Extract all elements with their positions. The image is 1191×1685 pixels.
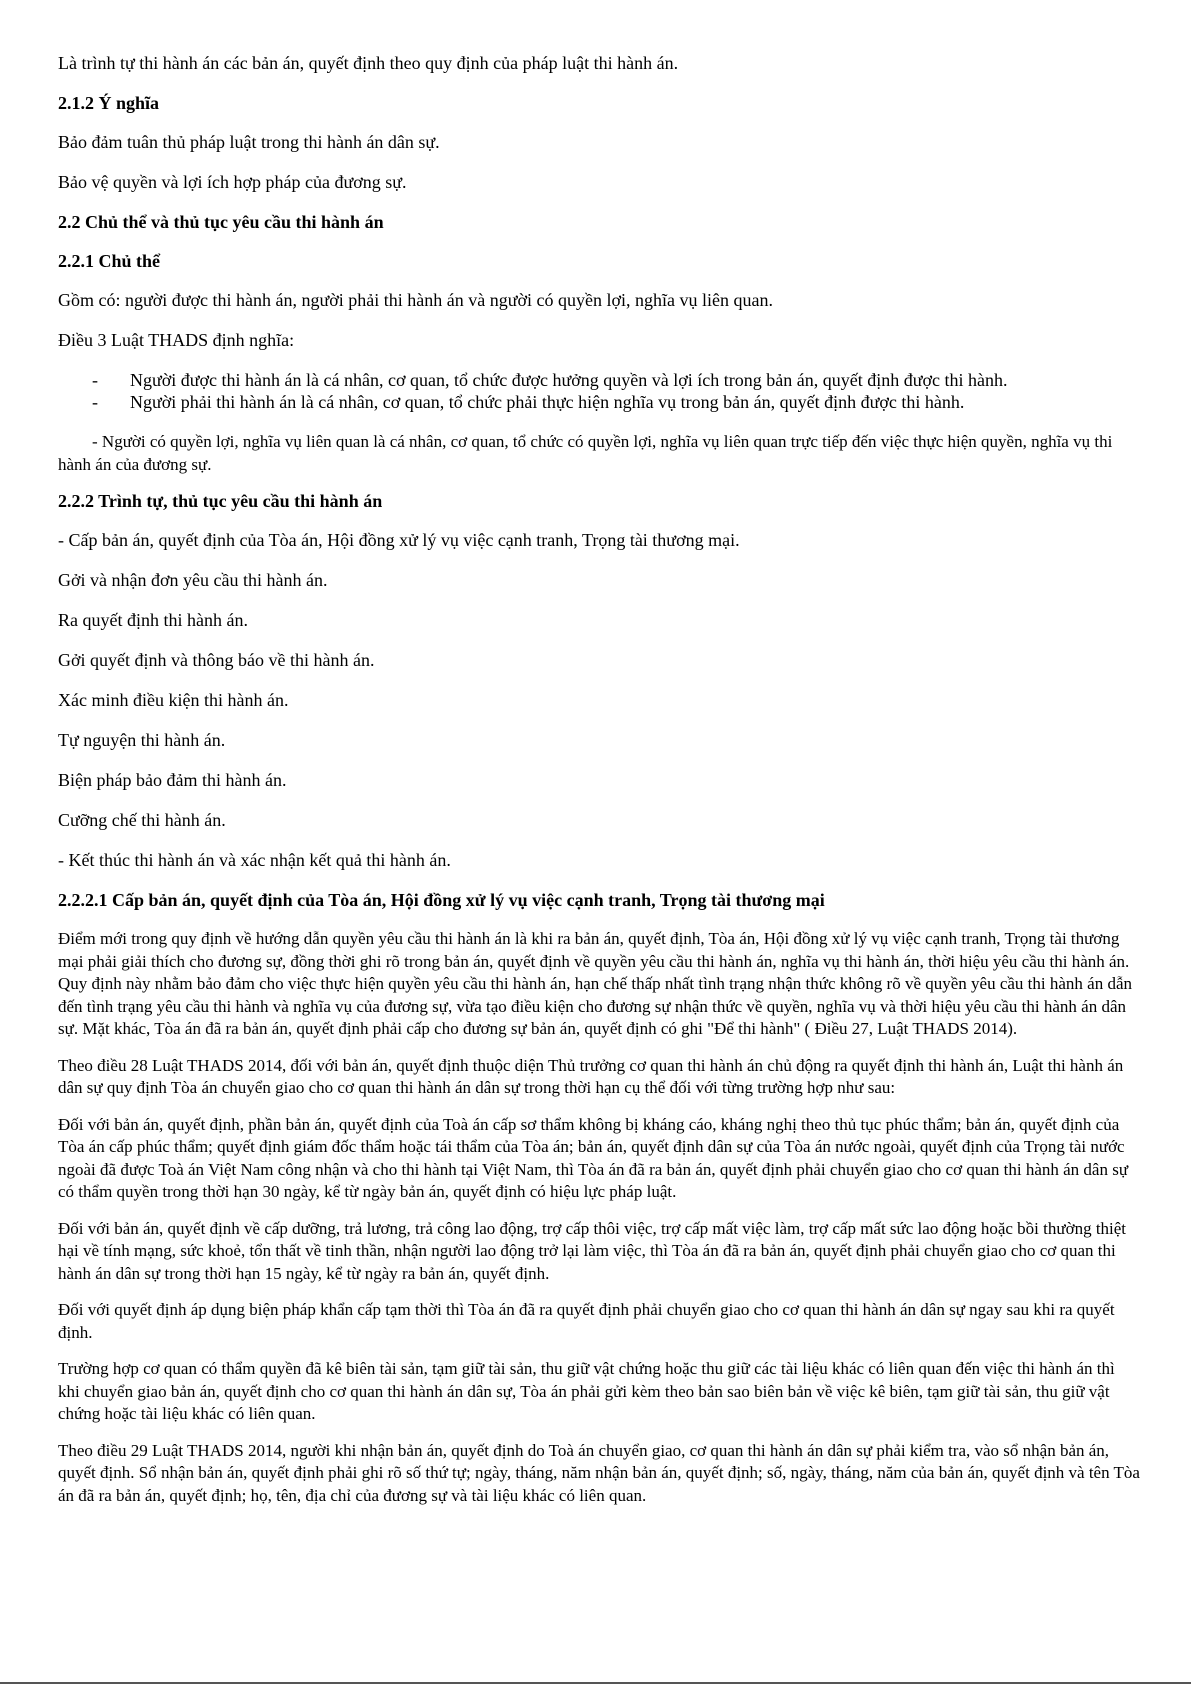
page-bottom-divider <box>0 1682 1191 1684</box>
meaning-paragraph-2: Bảo vệ quyền và lợi ích hợp pháp của đương sự. <box>58 172 407 192</box>
procedure-step: Gởi và nhận đơn yêu cầu thi hành án. <box>58 570 328 590</box>
heading-2-1-2: 2.1.2 Ý nghĩa <box>58 93 160 113</box>
heading-2-2: 2.2 Chủ thể và thủ tục yêu cầu thi hành án <box>58 212 384 232</box>
procedure-step: - Cấp bản án, quyết định của Tòa án, Hội đồng xử lý vụ việc cạnh tranh, Trọng tài thương mại. <box>58 530 740 550</box>
list-dash: - <box>92 392 98 412</box>
definition-list <box>58 369 1140 413</box>
procedure-step: Biện pháp bảo đảm thi hành án. <box>58 770 287 790</box>
procedure-step: Tự nguyện thi hành án. <box>58 730 226 750</box>
body-paragraph: Theo điều 29 Luật THADS 2014, người khi nhận bản án, quyết định do Toà án chuyển giao, cơ quan thi hành án dân sự phải kiểm tra, vào sổ nhận bản án, quyết định. Sổ nhận bản án, quyết định phải ghi rõ số thứ tự; ngày, tháng, năm nhận bản án, quyết định; số, ngày, tháng, năm của bản án, quyết định và tên Tòa án đã ra bản án, quyết định; họ, tên, địa chỉ của đương sự và tài liệu khác có liên quan. <box>58 1440 1140 1505</box>
document-page <box>58 52 1140 1521</box>
body-paragraph: Đối với bản án, quyết định, phần bản án, quyết định của Toà án cấp sơ thẩm không bị kháng cáo, kháng nghị theo thủ tục phúc thẩm; bản án, quyết định của Tòa án cấp phúc thẩm; quyết định giám đốc thẩm hoặc tái thẩm của Tòa án; bản án, quyết định dân sự của Tòa án nước ngoài, quyết định của Trọng tài nước ngoài đã được Toà án Việt Nam công nhận và cho thi hành tại Việt Nam, thì Tòa án đã ra bản án, quyết định phải chuyển giao cho cơ quan thi hành án dân sự có thẩm quyền trong thời hạn 30 ngày, kể từ ngày bản án, quyết định có hiệu lực pháp luật. <box>58 1114 1129 1201</box>
list-item-text: Người được thi hành án là cá nhân, cơ quan, tổ chức được hưởng quyền và lợi ích trong bản án, quyết định được thi hành. <box>130 370 1008 390</box>
procedure-step: - Kết thúc thi hành án và xác nhận kết quả thi hành án. <box>58 850 451 870</box>
procedure-step: Gởi quyết định và thông báo về thi hành án. <box>58 650 375 670</box>
article-3-paragraph: Điều 3 Luật THADS định nghĩa: <box>58 330 295 350</box>
list-item-text: Người phải thi hành án là cá nhân, cơ quan, tổ chức phải thực hiện nghĩa vụ trong bản án, quyết định được thi hành. <box>130 392 965 412</box>
body-paragraph: Trường hợp cơ quan có thẩm quyền đã kê biên tài sản, tạm giữ tài sản, thu giữ vật chứng hoặc thu giữ các tài liệu khác có liên quan đến việc thi hành án thì khi chuyển giao bản án, quyết định cho cơ quan thi hành án dân sự, Tòa án phải gửi kèm theo bản sao biên bản về việc kê biên, tạm giữ tài sản, thu giữ vật chứng hoặc tài liệu khác có liên quan. <box>58 1359 1115 1423</box>
list-item <box>58 369 1140 391</box>
list-item <box>58 391 1140 413</box>
subjects-paragraph: Gồm có: người được thi hành án, người phải thi hành án và người có quyền lợi, nghĩa vụ liên quan. <box>58 290 773 310</box>
heading-2-2-2-1: 2.2.2.1 Cấp bản án, quyết định của Tòa án, Hội đồng xử lý vụ việc cạnh tranh, Trọng tài thương mại <box>58 890 825 910</box>
body-paragraph: Đối với bản án, quyết định về cấp dưỡng, trả lương, trả công lao động, trợ cấp thôi việc, trợ cấp mất việc làm, trợ cấp mất sức lao động hoặc bồi thường thiệt hại về tính mạng, sức khoẻ, tổn thất về tinh thần, nhận người lao động trở lại làm việc, thì Tòa án đã ra bản án, quyết định phải chuyển giao cho cơ quan thi hành án dân sự trong thời hạn 15 ngày, kể từ ngày ra bản án, quyết định. <box>58 1218 1127 1283</box>
procedure-step: Xác minh điều kiện thi hành án. <box>58 690 289 710</box>
heading-2-2-1: 2.2.1 Chủ thể <box>58 251 161 271</box>
procedure-step: Cưỡng chế thi hành án. <box>58 810 226 830</box>
related-party-paragraph: - Người có quyền lợi, nghĩa vụ liên quan là cá nhân, cơ quan, tổ chức có quyền lợi, nghĩa vụ liên quan trực tiếp đến việc thực hiện quyền, nghĩa vụ thi hành án của đương sự. <box>58 432 1113 474</box>
heading-2-2-2: 2.2.2 Trình tự, thủ tục yêu cầu thi hành án <box>58 491 383 511</box>
body-paragraph: Điểm mới trong quy định về hướng dẫn quyền yêu cầu thi hành án là khi ra bản án, quyết định, Tòa án, Hội đồng xử lý vụ việc cạnh tranh, Trọng tài thương mại phải giải thích cho đương sự, đồng thời ghi rõ trong bản án, quyết định về quyền yêu cầu thi hành án, nghĩa vụ thi hành án, thời hiệu yêu cầu thi hành án. Quy định này nhằm bảo đảm cho việc thực hiện quyền yêu cầu thi hành án, hạn chế thấp nhất tình trạng nhận thức không rõ về quyền yêu cầu thi hành án dẫn đến tình trạng yêu cầu thi hành và nghĩa vụ của đương sự, vừa tạo điều kiện cho đương sự nhận thức về quyền, nghĩa vụ và thời hiệu yêu cầu thi hành án dân sự. Mặt khác, Tòa án đã ra bản án, quyết định phải cấp cho đương sự bản án, quyết định có ghi "Để thi hành" ( Điều 27, Luật THADS 2014). <box>58 929 1133 1038</box>
body-paragraph: Theo điều 28 Luật THADS 2014, đối với bản án, quyết định thuộc diện Thủ trưởng cơ quan thi hành án chủ động ra quyết định thi hành án, Luật thi hành án dân sự quy định Tòa án chuyển giao cho cơ quan thi hành án dân sự trong thời hạn cụ thể đối với từng trường hợp như sau: <box>58 1055 1124 1097</box>
intro-paragraph: Là trình tự thi hành án các bản án, quyết định theo quy định của pháp luật thi hành án. <box>58 53 679 73</box>
list-dash: - <box>92 370 98 390</box>
meaning-paragraph-1: Bảo đảm tuân thủ pháp luật trong thi hành án dân sự. <box>58 132 440 152</box>
body-paragraph: Đối với quyết định áp dụng biện pháp khẩn cấp tạm thời thì Tòa án đã ra quyết định phải chuyển giao cho cơ quan thi hành án dân sự ngay sau khi ra quyết định. <box>58 1300 1115 1342</box>
procedure-step: Ra quyết định thi hành án. <box>58 610 248 630</box>
